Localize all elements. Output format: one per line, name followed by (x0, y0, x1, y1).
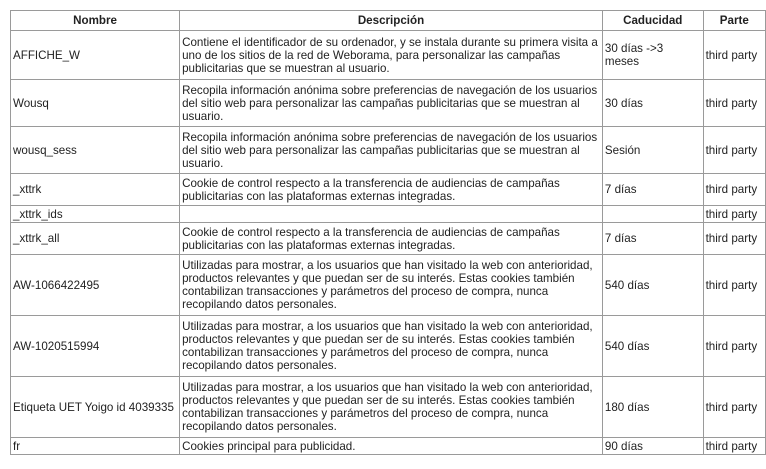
cell-party: third party (703, 438, 765, 455)
cell-expiry: 540 días (602, 255, 703, 316)
cell-name: Wousq (11, 80, 180, 127)
cell-party: third party (703, 377, 765, 438)
cell-expiry: 540 días (602, 316, 703, 377)
header-descripcion: Descripción (180, 11, 603, 31)
cell-party: third party (703, 206, 765, 223)
cell-name: Etiqueta UET Yoigo id 4039335 (11, 377, 180, 438)
cell-name: wousq_sess (11, 127, 180, 174)
cell-description: Utilizadas para mostrar, a los usuarios que han visitado la web con anterioridad, productos relevantes y que puedan ser de su interés. Estas cookies también contabilizan transacciones y parámetros del proceso de compra, nunca recopilando datos personales. (180, 255, 603, 316)
cell-name: _xttrk (11, 174, 180, 206)
cell-party: third party (703, 223, 765, 255)
table-row (11, 316, 766, 377)
cookie-table-container (10, 10, 766, 455)
table-row (11, 206, 766, 223)
cell-name: AFFICHE_W (11, 31, 180, 80)
header-caducidad: Caducidad (602, 11, 703, 31)
cell-name: fr (11, 438, 180, 455)
cell-description: Utilizadas para mostrar, a los usuarios que han visitado la web con anterioridad, productos relevantes y que puedan ser de su interés. Estas cookies también contabilizan transacciones y parámetros del proceso de compra, nunca recopilando datos personales. (180, 316, 603, 377)
cell-description: Cookie de control respecto a la transferencia de audiencias de campañas publicitarias con las plataformas externas integradas. (180, 223, 603, 255)
cell-expiry: Sesión (602, 127, 703, 174)
cell-party: third party (703, 255, 765, 316)
cell-expiry: 30 días ->3 meses (602, 31, 703, 80)
cell-description: Recopila información anónima sobre preferencias de navegación de los usuarios del sitio web para personalizar las campañas publicitarias que se muestran al usuario. (180, 80, 603, 127)
cell-party: third party (703, 31, 765, 80)
cell-party: third party (703, 80, 765, 127)
cell-description: Cookie de control respecto a la transferencia de audiencias de campañas publicitarias con las plataformas externas integradas. (180, 174, 603, 206)
table-row (11, 223, 766, 255)
table-row (11, 127, 766, 174)
cell-description: Cookies principal para publicidad. (180, 438, 603, 455)
cell-expiry: 30 días (602, 80, 703, 127)
cell-expiry (602, 206, 703, 223)
cell-expiry: 7 días (602, 223, 703, 255)
header-nombre: Nombre (11, 11, 180, 31)
cell-party: third party (703, 127, 765, 174)
cell-description: Recopila información anónima sobre preferencias de navegación de los usuarios del sitio web para personalizar las campañas publicitarias que se muestran al usuario. (180, 127, 603, 174)
cell-description (180, 206, 603, 223)
cell-name: _xttrk_all (11, 223, 180, 255)
cell-party: third party (703, 174, 765, 206)
table-row (11, 174, 766, 206)
table-row (11, 438, 766, 455)
cookie-table (10, 10, 766, 455)
table-header-row (11, 11, 766, 31)
header-parte: Parte (703, 11, 765, 31)
table-row (11, 255, 766, 316)
cell-name: AW-1020515994 (11, 316, 180, 377)
table-row (11, 80, 766, 127)
cell-name: _xttrk_ids (11, 206, 180, 223)
cell-party: third party (703, 316, 765, 377)
cell-description: Utilizadas para mostrar, a los usuarios que han visitado la web con anterioridad, productos relevantes y que puedan ser de su interés. Estas cookies también contabilizan transacciones y parámetros del proceso de compra, nunca recopilando datos personales. (180, 377, 603, 438)
table-row (11, 31, 766, 80)
cell-name: AW-1066422495 (11, 255, 180, 316)
cell-expiry: 7 días (602, 174, 703, 206)
cell-description: Contiene el identificador de su ordenador, y se instala durante su primera visita a uno de los sitios de la red de Weborama, para personalizar las campañas publicitarias que se muestran al usuario. (180, 31, 603, 80)
cell-expiry: 90 días (602, 438, 703, 455)
table-row (11, 377, 766, 438)
cell-expiry: 180 días (602, 377, 703, 438)
